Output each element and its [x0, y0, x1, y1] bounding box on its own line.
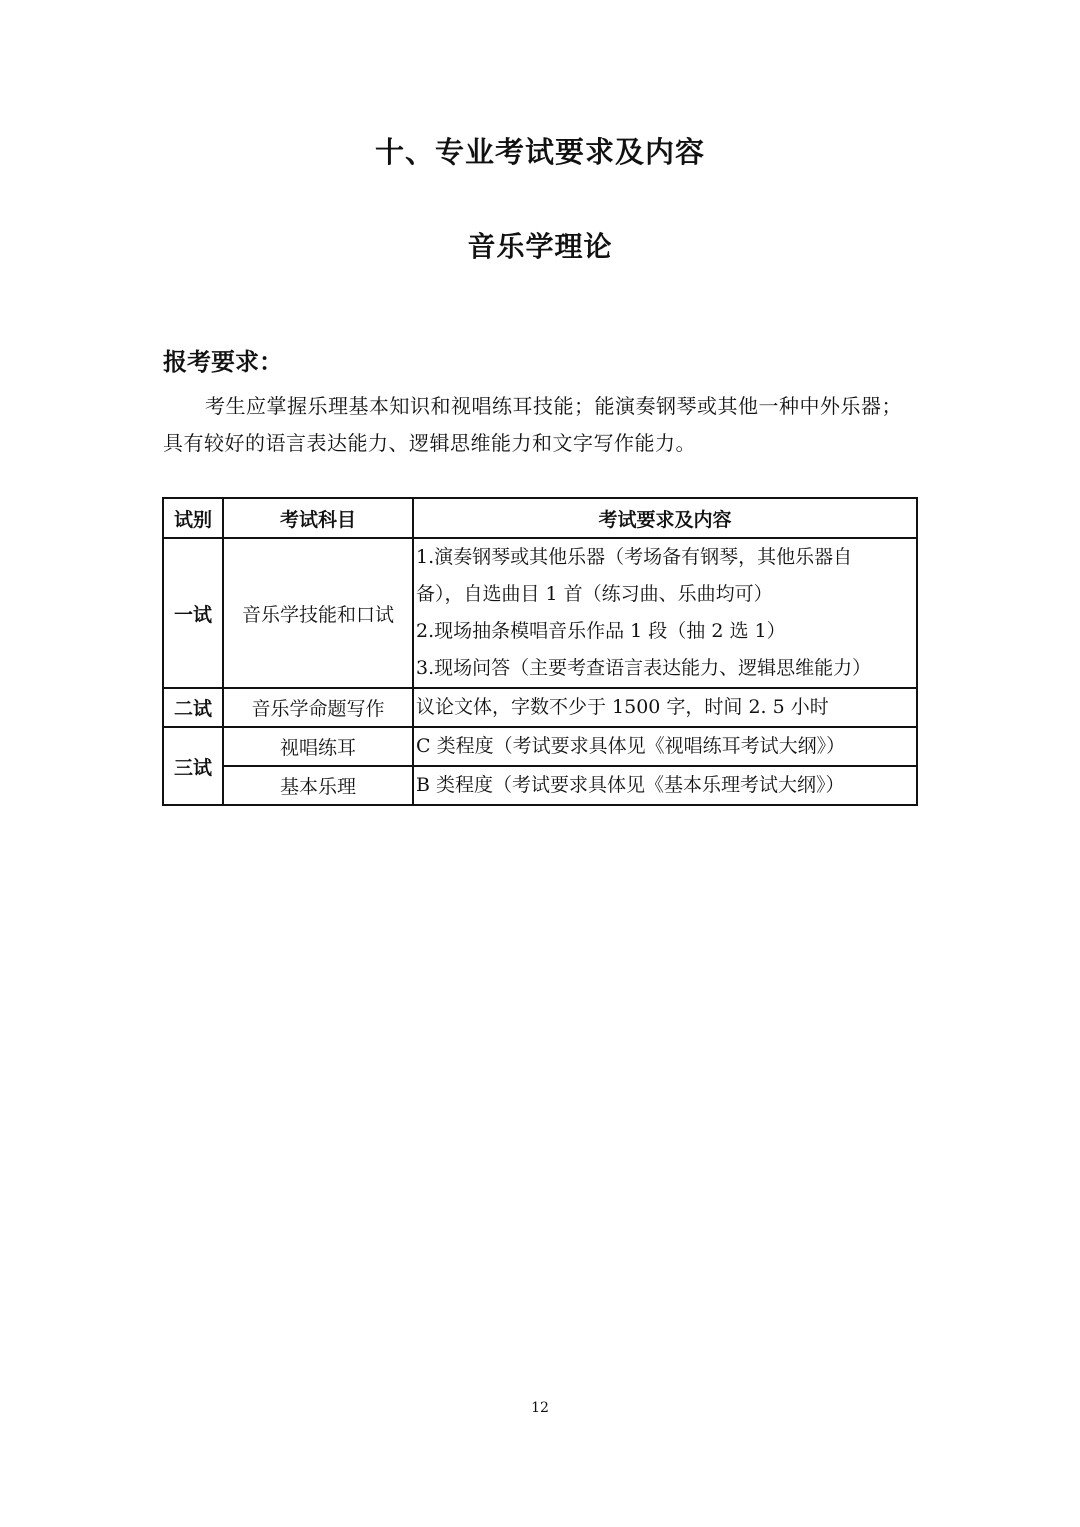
round3-subject-sight-singing: 视唱练耳	[223, 727, 413, 766]
round1-content-line: 1.演奏钢琴或其他乐器（考场备有钢琴，其他乐器自	[416, 546, 853, 568]
round2-content: 议论文体，字数不少于 1500 字，时间 2. 5 小时	[413, 688, 917, 727]
table-row	[163, 538, 917, 688]
page-title: 十、专业考试要求及内容	[374, 135, 705, 169]
requirements-heading: 报考要求：	[163, 348, 283, 376]
round3-content-sight-singing: C 类程度（考试要求具体见《视唱练耳考试大纲》）	[413, 727, 917, 766]
header-exam-content: 考试要求及内容	[413, 498, 917, 538]
round3-subject-theory: 基本乐理	[223, 766, 413, 805]
page-subtitle: 音乐学理论	[467, 230, 613, 263]
table-row	[163, 727, 917, 766]
round1-content-line: 3.现场问答（主要考查语言表达能力、逻辑思维能力）	[416, 657, 872, 679]
requirements-paragraph: 考生应掌握乐理基本知识和视唱练耳技能；能演奏钢琴或其他一种中外乐器；具有较好的语言表达能力、逻辑思维能力和文字写作能力。	[163, 394, 902, 455]
header-exam-subject: 考试科目	[223, 498, 413, 538]
table-row	[163, 688, 917, 727]
page-number: 12	[531, 1400, 549, 1416]
round1-subject: 音乐学技能和口试	[223, 538, 413, 688]
round1-content	[413, 538, 917, 688]
table-row	[163, 766, 917, 805]
round3-content-theory: B 类程度（考试要求具体见《基本乐理考试大纲》）	[413, 766, 917, 805]
table-header-row	[163, 498, 917, 538]
round2-subject: 音乐学命题写作	[223, 688, 413, 727]
round1-type: 一试	[163, 538, 223, 688]
round3-type: 三试	[163, 727, 223, 805]
round1-content-line: 2.现场抽条模唱音乐作品 1 段（抽 2 选 1）	[416, 620, 786, 642]
round2-type: 二试	[163, 688, 223, 727]
round1-content-line: 备），自选曲目 1 首（练习曲、乐曲均可）	[416, 583, 773, 605]
header-exam-round: 试别	[163, 498, 223, 538]
exam-table	[162, 497, 918, 806]
